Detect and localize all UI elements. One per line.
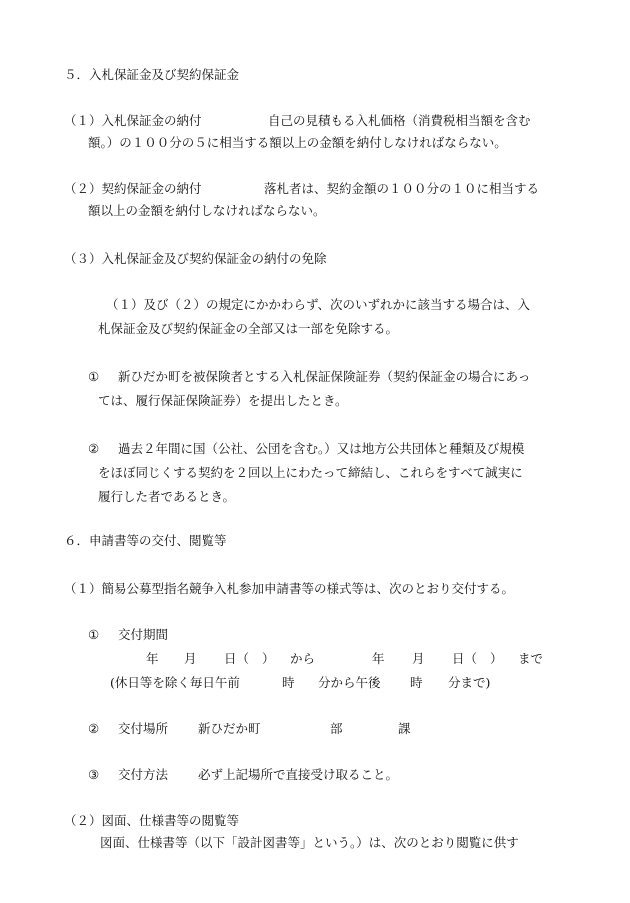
s6-item3-marker: ③	[88, 767, 100, 782]
date-day-2-close: ）	[490, 651, 503, 666]
date-year-2: 年	[372, 651, 385, 666]
s5-item1-line1: 新ひだか町を被保険者とする入札保証保険証券（契約保証金の場合にあっ	[118, 369, 531, 384]
s6-item2-marker: ②	[88, 721, 100, 736]
section-5-heading: ５．入札保証金及び契約保証金	[64, 67, 240, 82]
s5-p2-text-line2: 額以上の金額を納付しなければならない。	[88, 203, 326, 218]
date-until: まで	[518, 651, 544, 666]
hours-pm: 分から午後	[318, 675, 381, 690]
s5-p1-label: （１）入札保証金の納付	[64, 113, 202, 128]
hours-hour-2: 時	[410, 675, 423, 690]
s6-item2-place: 新ひだか町	[198, 721, 261, 736]
s5-item1-line2: ては、履行保証保険証券）を提出したとき。	[98, 393, 348, 408]
s5-item2-marker: ②	[88, 441, 100, 456]
s5-item2-line1: 過去２年間に国（公社、公団を含む。）又は地方公共団体と種類及び規模	[118, 441, 525, 456]
date-year-1: 年	[146, 651, 159, 666]
s5-item2-line3: 履行した者であるとき。	[98, 489, 236, 504]
s6-p2-text-line1: 図面、仕様書等（以下「設計図書等」という。）は、次のとおり閲覧に供す	[100, 835, 519, 850]
s5-p1-text-line2: 額。）の１００分の５に相当する額以上の金額を納付しなければならない。	[88, 135, 507, 150]
section-6-heading: ６．申請書等の交付、閲覧等	[64, 533, 227, 548]
s6-p2-label: （２）図面、仕様書等の閲覧等	[64, 813, 240, 828]
s5-item1-marker: ①	[88, 369, 100, 384]
s6-item3-text: 必ず上記場所で直接受け取ること。	[198, 767, 399, 782]
s6-p1-text: （１）簡易公募型指名競争入札参加申請書等の様式等は、次のとおり交付する。	[64, 581, 515, 596]
s5-p2-text-line1: 落札者は、契約金額の１００分の１０に相当する	[264, 181, 540, 196]
date-from: から	[290, 651, 316, 666]
s6-item1-label: 交付期間	[118, 627, 169, 642]
s6-item2-section: 課	[398, 721, 411, 736]
s6-item1-marker: ①	[88, 627, 100, 642]
date-day-2: 日（	[452, 651, 478, 666]
hours-until: 分まで)	[448, 675, 491, 690]
s5-p1-text-line1: 自己の見積もる入札価格（消費税相当額を含む	[268, 113, 531, 128]
s5-p3-intro-line2: 札保証金及び契約保証金の全部又は一部を免除する。	[98, 321, 399, 336]
s5-item2-line2: をほぼ同じくする契約を２回以上にわたって締結し、これらをすべて誠実に	[98, 465, 523, 480]
s6-item2-dept: 部	[330, 721, 343, 736]
date-day-1: 日（	[224, 651, 250, 666]
hours-am: (休日等を除く毎日午前	[110, 675, 240, 690]
s5-p3-intro-line1: （１）及び（２）の規定にかかわらず、次のいずれかに該当する場合は、入	[106, 297, 531, 312]
s6-item2-label: 交付場所	[118, 721, 169, 736]
s6-item3-label: 交付方法	[118, 767, 169, 782]
date-day-1-close: ）	[262, 651, 275, 666]
date-month-1: 月	[184, 651, 197, 666]
hours-hour-1: 時	[282, 675, 295, 690]
s5-p3-label: （３）入札保証金及び契約保証金の納付の免除	[64, 251, 327, 266]
date-month-2: 月	[412, 651, 425, 666]
s5-p2-label: （２）契約保証金の納付	[64, 181, 202, 196]
